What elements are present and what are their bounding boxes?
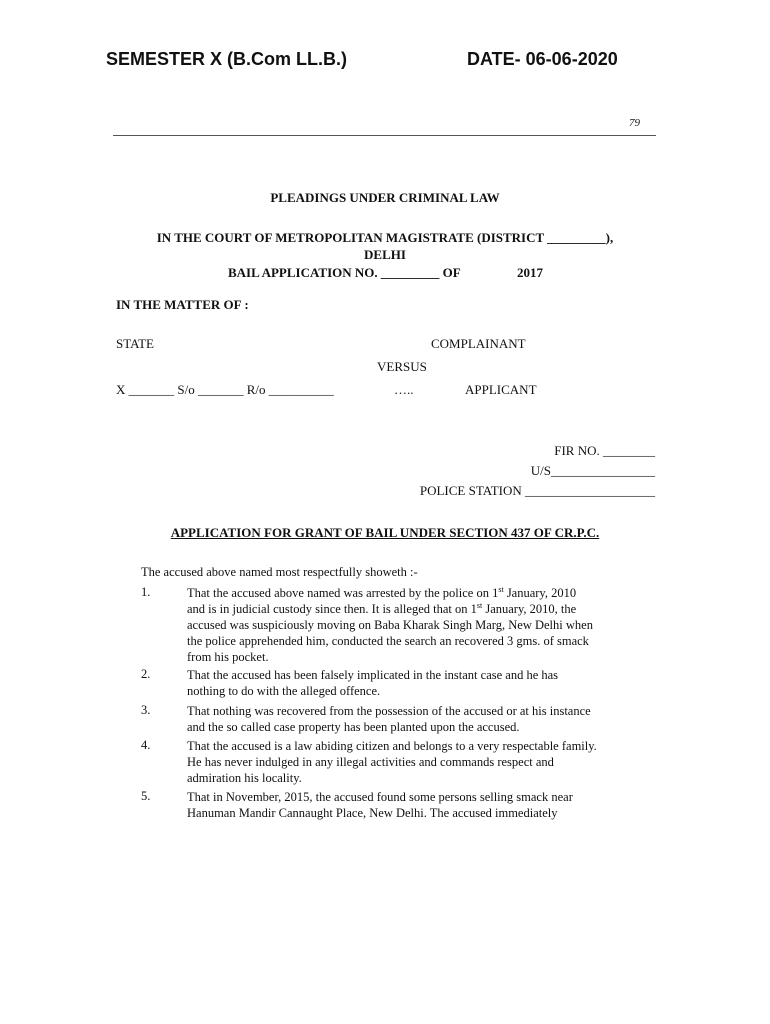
party-complainant: COMPLAINANT: [431, 336, 526, 351]
versus: VERSUS: [377, 359, 427, 374]
list-item: [187, 585, 655, 665]
intro-line: The accused above named most respectfully showeth :-: [141, 565, 418, 579]
header-rule: [113, 135, 656, 136]
item-line: admiration his locality.: [187, 771, 302, 785]
item-line: the police apprehended him, conducted the search an recovered 3 gms. of smack: [187, 634, 589, 648]
item-line: nothing to do with the alleged offence.: [187, 684, 381, 698]
party-state: STATE: [116, 336, 154, 351]
item-line: That the accused above named was arrested by the police on 1st January, 2010: [187, 584, 577, 600]
in-the-matter-of: IN THE MATTER OF :: [116, 297, 249, 312]
item-line: and the so called case property has been planted upon the accused.: [187, 720, 520, 734]
court-line-2: DELHI: [364, 247, 406, 262]
item-line: accused was suspiciously moving on Baba Kharak Singh Marg, New Delhi when: [187, 618, 593, 632]
item-line: He has never indulged in any illegal activities and commands respect and: [187, 755, 554, 769]
application-heading: APPLICATION FOR GRANT OF BAIL UNDER SECTION 437 OF CR.P.C.: [170, 525, 600, 540]
list-item: [187, 738, 655, 786]
item-line: from his pocket.: [187, 650, 269, 664]
under-section: U/S________________: [530, 463, 655, 478]
list-item: [187, 703, 655, 735]
page-number: 79: [629, 117, 640, 129]
applicant-name-line: X _______ S/o _______ R/o __________: [116, 382, 334, 397]
document-title: PLEADINGS UNDER CRIMINAL LAW: [270, 190, 500, 205]
list-item: [187, 667, 655, 699]
police-station: POLICE STATION ____________________: [419, 483, 655, 498]
item-number: 1.: [141, 585, 151, 599]
fir-number: FIR NO. ________: [554, 443, 655, 458]
list-item: [187, 789, 655, 821]
item-number: 4.: [141, 738, 151, 752]
applicant-dots: …..: [394, 382, 414, 397]
item-line: and is in judicial custody since then. It is alleged that on 1st January, 2010, the: [187, 600, 577, 616]
bail-application-year: 2017: [517, 265, 543, 280]
date-header: DATE- 06-06-2020: [467, 49, 618, 69]
item-line: Hanuman Mandir Cannaught Place, New Delhi. The accused immediately: [187, 806, 558, 820]
bail-application-label: BAIL APPLICATION NO. _________ OF: [228, 265, 461, 280]
court-line-1: IN THE COURT OF METROPOLITAN MAGISTRATE (DISTRICT _________),: [156, 230, 614, 245]
semester-header: SEMESTER X (B.Com LL.B.): [106, 49, 348, 69]
item-line: That nothing was recovered from the possession of the accused or at his instance: [187, 704, 591, 718]
item-line: That the accused has been falsely implicated in the instant case and he has: [187, 668, 559, 682]
item-number: 5.: [141, 789, 151, 803]
item-number: 2.: [141, 667, 151, 681]
item-line: That the accused is a law abiding citizen and belongs to a very respectable family.: [187, 739, 597, 753]
item-number: 3.: [141, 703, 151, 717]
item-line: That in November, 2015, the accused found some persons selling smack near: [187, 790, 573, 804]
applicant-label: APPLICANT: [465, 382, 537, 397]
